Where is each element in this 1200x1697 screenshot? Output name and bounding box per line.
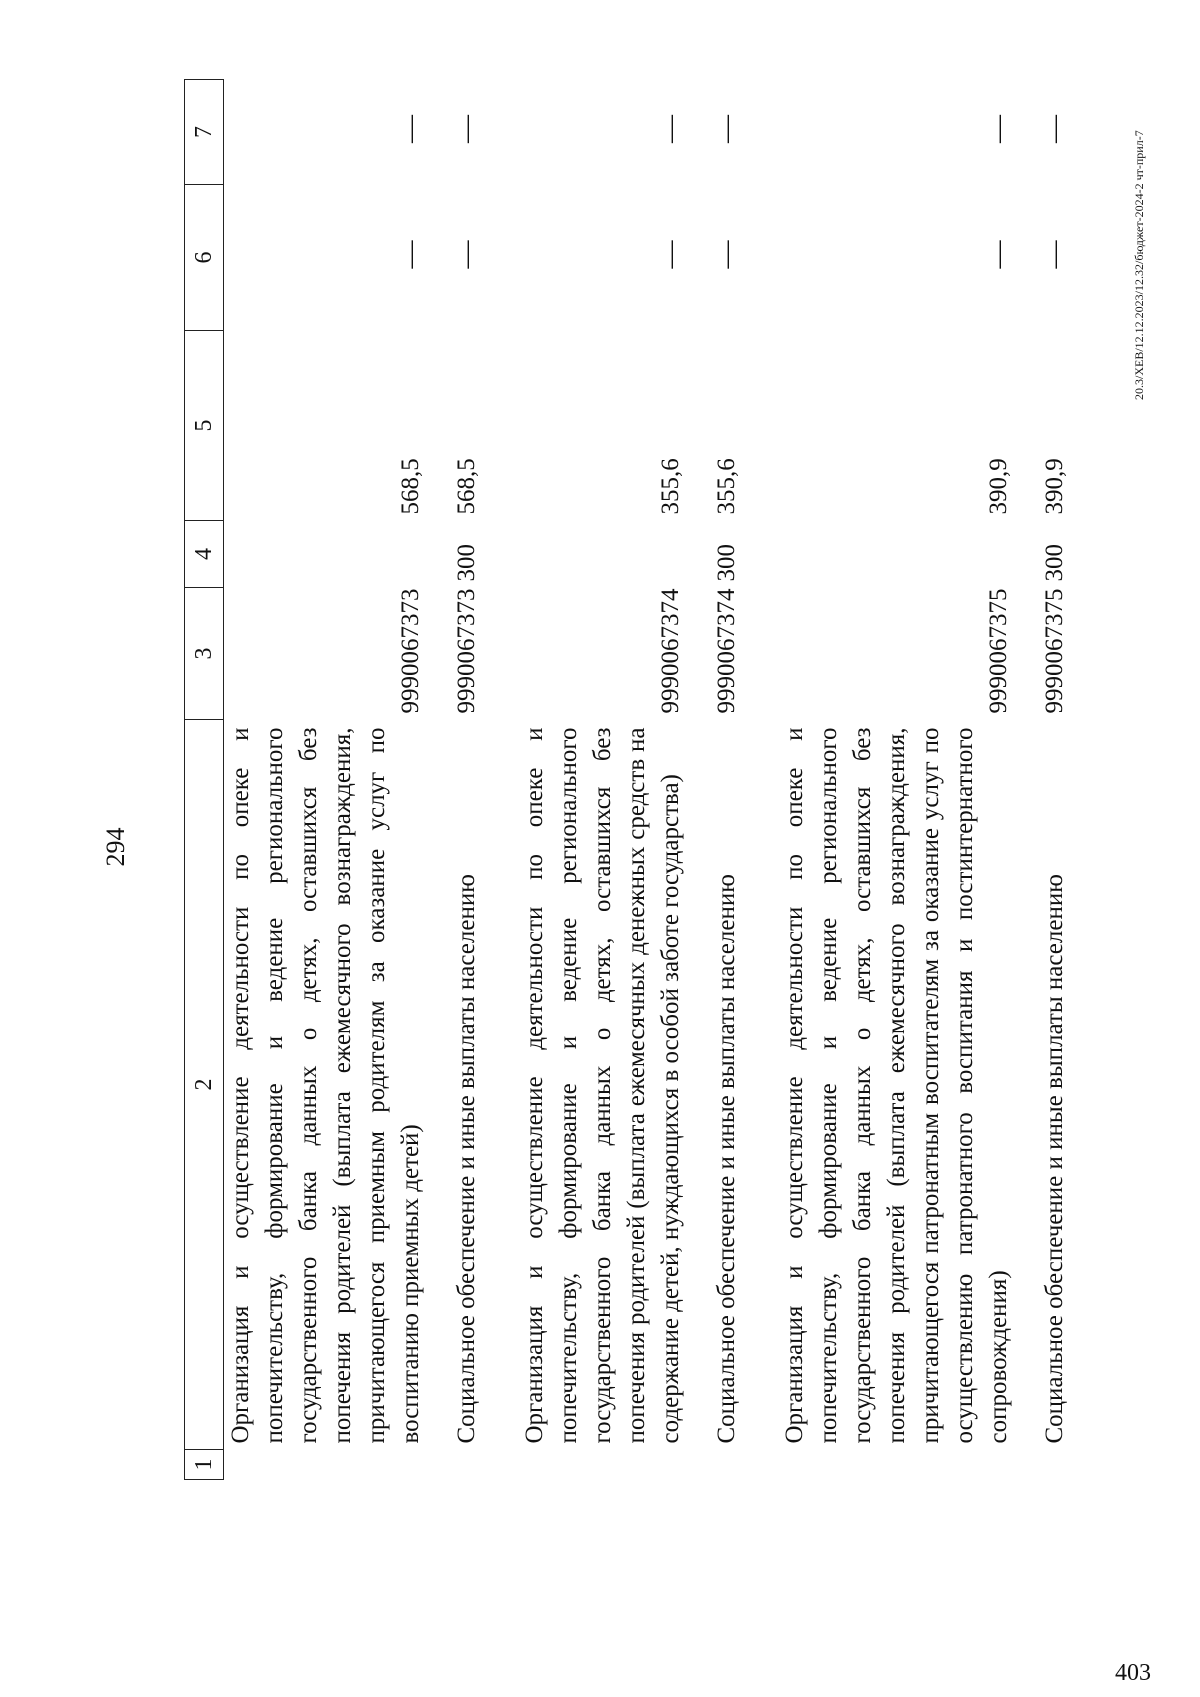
column-header: 3 — [185, 588, 224, 720]
column-header: 1 — [185, 1450, 224, 1480]
row-col6: — — [711, 240, 742, 269]
row-description: Социальное обеспечение и иные выплаты населению — [1041, 874, 1068, 1444]
row-expense-type: 300 — [1041, 544, 1068, 582]
table-row — [224, 80, 429, 1480]
column-header: 4 — [185, 521, 224, 588]
row-description: Организация и осуществление деятельности по опеке и попечительству, формирование и ведение регионального государственного банка данных о детях, оставшихся без попечения родителей (выплата ежемесячных денежных средств на содержание детей, нуждающихся в особой заботе государства) — [521, 727, 684, 1444]
row-col7: — — [655, 115, 686, 143]
row-amount: 390,9 — [985, 458, 1012, 515]
row-col6: — — [451, 240, 482, 269]
row-col7: — — [983, 115, 1014, 143]
row-description: Организация и осуществление деятельности по опеке и попечительству, формирование и ведение регионального государственного банка данных о детях, оставшихся без попечения родителей (выплата ежемесячного вознаграждения, причитающегося патронатным воспитателям за оказание услуг по осуществлению патронатного воспитания и постинтернатного сопровождения) — [781, 727, 1012, 1444]
row-col7: — — [1039, 115, 1070, 143]
table-row — [710, 80, 744, 1480]
row-code: 9990067375 — [1041, 588, 1068, 714]
table-header-row — [185, 80, 224, 1480]
table-row — [1038, 80, 1072, 1480]
table-row — [778, 80, 1016, 1480]
column-header: 5 — [185, 331, 224, 521]
row-code: 9990067373 — [453, 588, 480, 714]
row-description: Организация и осуществление деятельности по опеке и попечительству, формирование и ведение регионального государственного банка данных о детях, оставшихся без попечения родителей (выплата ежемесячного вознаграждения, причитающегося приемным родителям за оказание услуг по воспитанию приемных детей) — [227, 727, 424, 1444]
sheet-number: 403 — [1115, 1660, 1151, 1686]
row-col7: — — [395, 115, 426, 143]
footer-code: 20.3/XEB/12.12.2023/12.32/бюджет-2024-2 чт-прил-7 — [1132, 130, 1146, 400]
row-col6: — — [395, 240, 426, 269]
row-expense-type — [224, 521, 429, 588]
row-amount: 390,9 — [1041, 458, 1068, 515]
row-code: 9990067374 — [713, 588, 740, 714]
row-expense-type: 300 — [713, 544, 740, 582]
row-description: Социальное обеспечение и иные выплаты населению — [713, 874, 740, 1444]
row-expense-type — [518, 521, 688, 588]
column-header: 2 — [185, 720, 224, 1450]
row-expense-type: 300 — [453, 544, 480, 582]
row-col7: — — [711, 115, 742, 143]
budget-table — [184, 79, 1072, 1480]
column-header: 7 — [185, 80, 224, 185]
table-row — [518, 80, 688, 1480]
page-number-top: 294 — [101, 827, 130, 867]
row-code: 9990067373 — [397, 588, 424, 714]
row-amount: 355,6 — [713, 458, 740, 515]
row-expense-type — [778, 521, 1016, 588]
table-row — [450, 80, 484, 1480]
column-header: 6 — [185, 185, 224, 331]
row-code: 9990067374 — [657, 588, 684, 714]
row-amount: 568,5 — [397, 458, 424, 515]
row-col7: — — [451, 115, 482, 143]
row-col6: — — [983, 240, 1014, 269]
row-code: 9990067375 — [985, 588, 1012, 714]
row-description: Социальное обеспечение и иные выплаты населению — [453, 874, 480, 1444]
budget-table-rotated — [184, 80, 1164, 1480]
row-amount: 355,6 — [657, 458, 684, 515]
row-col6: — — [655, 240, 686, 269]
row-col6: — — [1039, 240, 1070, 269]
row-amount: 568,5 — [453, 458, 480, 515]
